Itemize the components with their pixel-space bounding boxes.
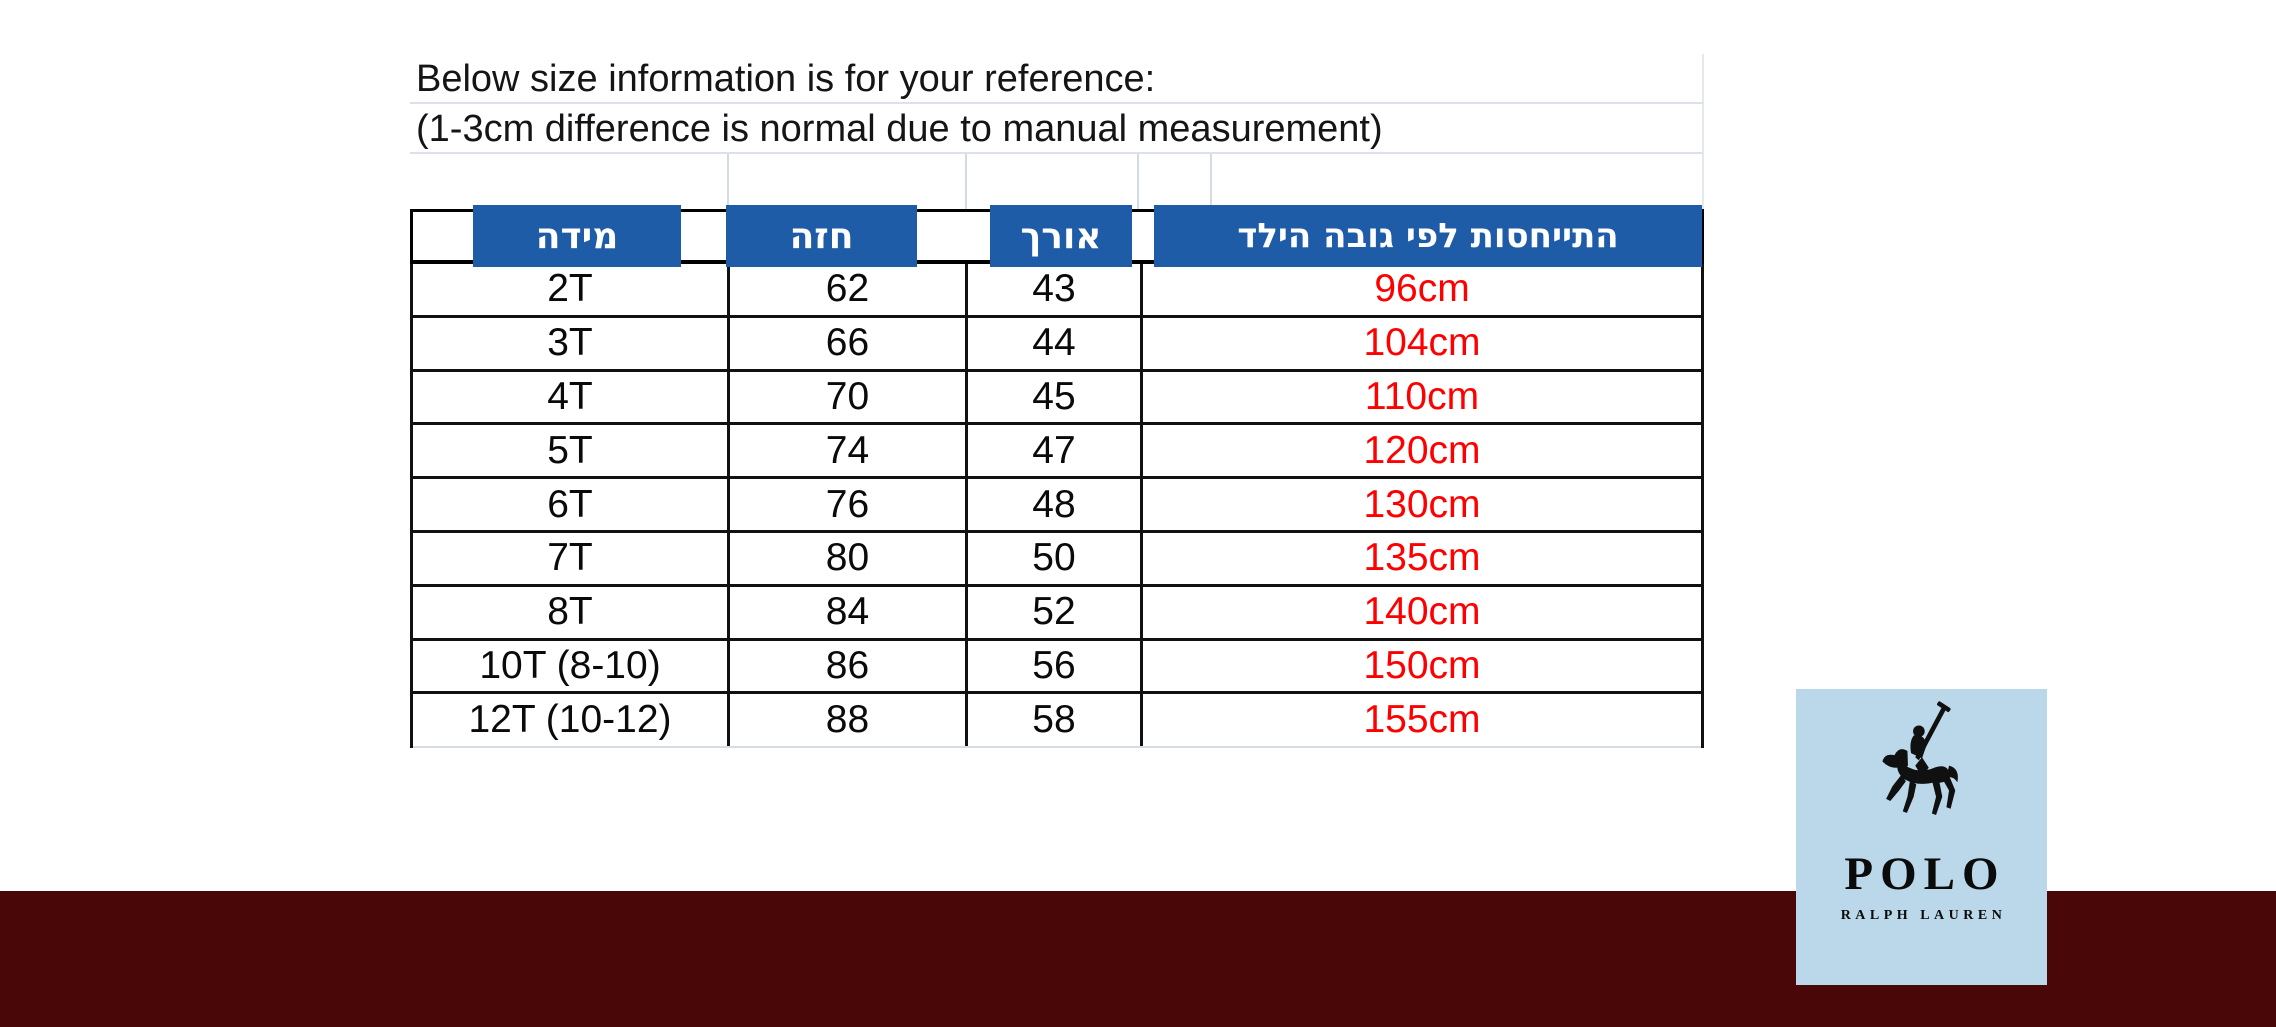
- table-header-row: [410, 209, 1704, 264]
- table-row: [413, 641, 1701, 695]
- cell-length: 58: [968, 694, 1143, 746]
- cell-length: 48: [968, 479, 1143, 530]
- cell-chest: 80: [730, 533, 968, 584]
- cell-chest: 74: [730, 425, 968, 476]
- cell-length: 56: [968, 641, 1143, 692]
- table-row: [413, 694, 1701, 748]
- table-row: [413, 479, 1701, 533]
- brand-name: POLO: [1844, 848, 2006, 900]
- cell-length: 47: [968, 425, 1143, 476]
- header-chest: חזה: [726, 205, 917, 267]
- cell-size: 7T: [413, 533, 730, 584]
- cell-chest: 62: [730, 264, 968, 315]
- cell-chest: 84: [730, 587, 968, 638]
- cell-length: 52: [968, 587, 1143, 638]
- gridline: [727, 154, 729, 209]
- cell-size: 12T (10-12): [413, 694, 730, 746]
- cell-height: 96cm: [1374, 267, 1470, 311]
- cell-size: 6T: [413, 479, 730, 530]
- cell-length: 50: [968, 533, 1143, 584]
- table-row: [413, 264, 1701, 318]
- cell-height: 104cm: [1363, 321, 1481, 365]
- cell-height: 135cm: [1363, 536, 1481, 580]
- cell-height: 150cm: [1363, 643, 1481, 687]
- cell-chest: 70: [730, 372, 968, 423]
- header-length: אורך: [990, 205, 1132, 267]
- cell-height: 155cm: [1363, 698, 1481, 742]
- cell-height: 140cm: [1363, 590, 1481, 634]
- cell-chest: 88: [730, 694, 968, 746]
- cell-chest: 66: [730, 318, 968, 369]
- cell-size: 8T: [413, 587, 730, 638]
- gridline: [965, 154, 967, 209]
- cell-size: 10T (8-10): [413, 641, 730, 692]
- cell-height: 130cm: [1363, 482, 1481, 526]
- spreadsheet-gridline-row: [410, 154, 1704, 209]
- gridline: [1137, 154, 1139, 209]
- table-row: [413, 372, 1701, 426]
- polo-player-on-horse-icon: [1870, 701, 1974, 851]
- table-body: [410, 264, 1704, 748]
- note-line-1: Below size information is for your reference:: [410, 54, 1704, 104]
- cell-chest: 86: [730, 641, 968, 692]
- header-height-reference: התייחסות לפי גובה הילד: [1154, 205, 1702, 267]
- table-row: [413, 587, 1701, 641]
- header-size: מידה: [473, 205, 681, 267]
- size-chart-sheet: [410, 54, 1704, 748]
- cell-height: 110cm: [1364, 374, 1480, 418]
- note-line-2: (1-3cm difference is normal due to manual measurement): [410, 104, 1704, 154]
- gridline: [1210, 154, 1212, 209]
- cell-size: 3T: [413, 318, 730, 369]
- cell-size: 5T: [413, 425, 730, 476]
- cell-height: 120cm: [1363, 428, 1481, 472]
- polo-brand-card: [1796, 689, 2047, 985]
- cell-size: 2T: [413, 264, 730, 315]
- cell-length: 45: [968, 372, 1143, 423]
- cell-size: 4T: [413, 372, 730, 423]
- brand-subname: RALPH LAUREN: [1840, 908, 2007, 923]
- cell-length: 44: [968, 318, 1143, 369]
- table-row: [413, 318, 1701, 372]
- table-row: [413, 425, 1701, 479]
- table-row: [413, 533, 1701, 587]
- cell-chest: 76: [730, 479, 968, 530]
- cell-length: 43: [968, 264, 1143, 315]
